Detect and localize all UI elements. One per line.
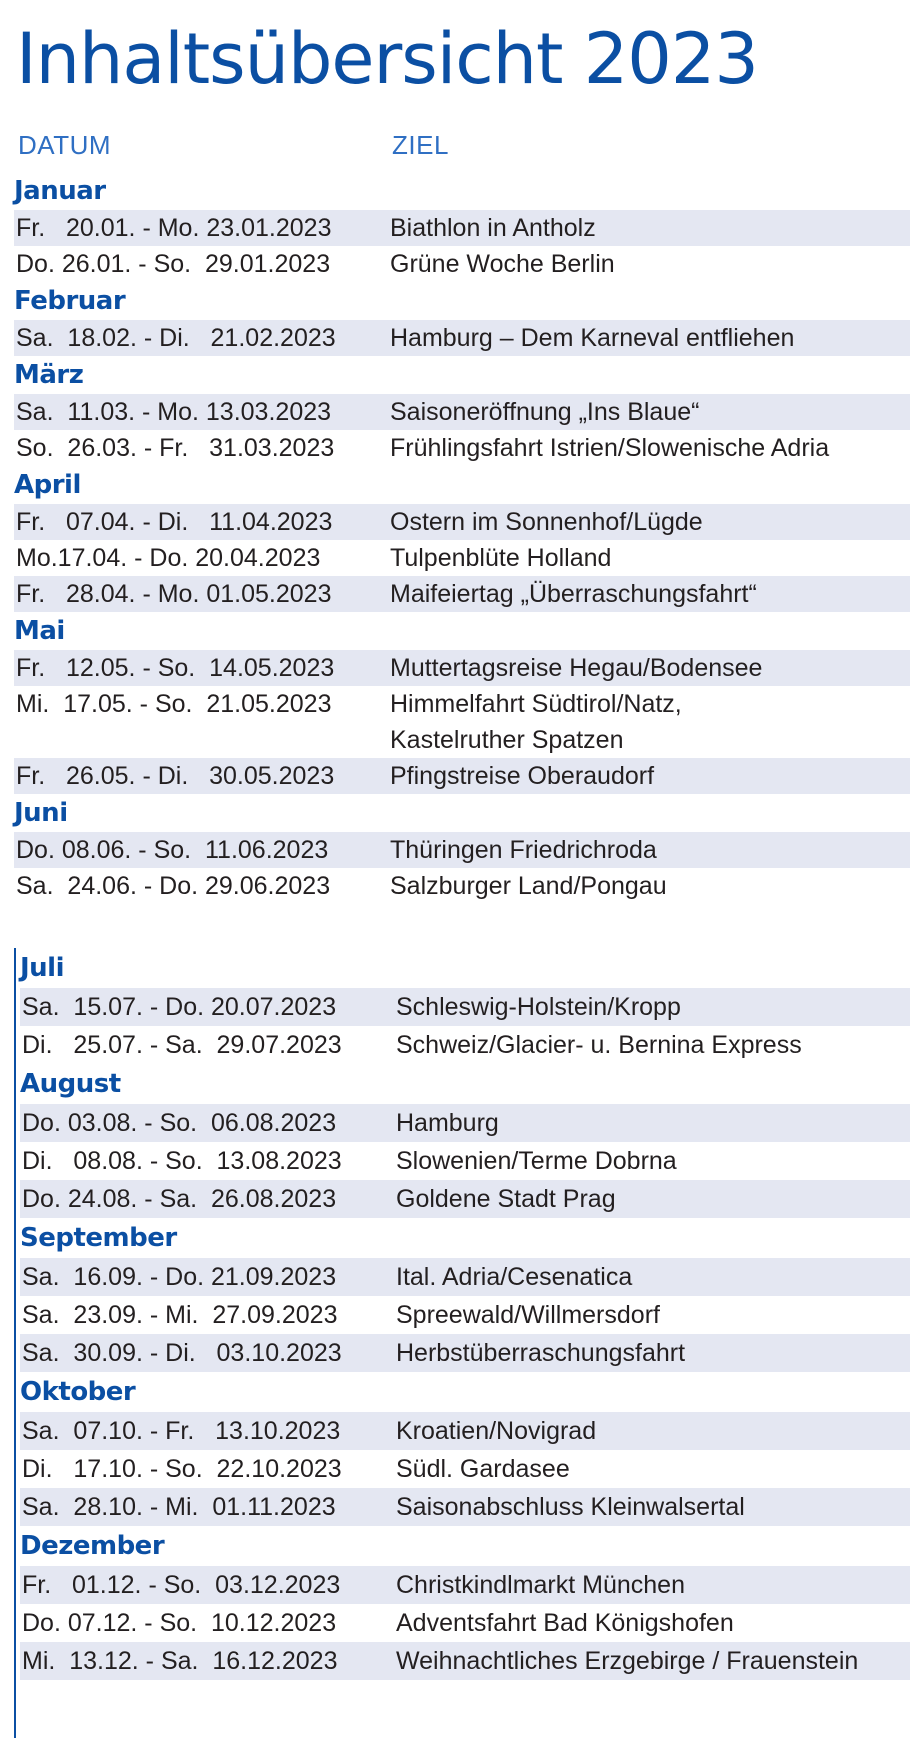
trip-destination: Ostern im Sonnenhof/Lügde [390,508,703,536]
trip-row [14,650,910,686]
trip-row [20,1450,910,1488]
trip-destination: Salzburger Land/Pongau [390,872,667,900]
trip-date: So. 26.03. - Fr. 31.03.2023 [16,434,335,462]
trip-destination: Christkindlmarkt München [396,1571,685,1599]
trip-destination: Adventsfahrt Bad Königshofen [396,1609,734,1637]
trip-date: Fr. 20.01. - Mo. 23.01.2023 [16,214,332,242]
trip-row [14,246,910,282]
month-heading: Dezember [20,1531,165,1561]
trip-date: Fr. 07.04. - Di. 11.04.2023 [16,508,333,536]
trip-row [20,1296,910,1334]
month-heading: August [20,1069,121,1099]
trip-destination: Herbstüberraschungsfahrt [396,1339,686,1367]
trip-destination: Frühlingsfahrt Istrien/Slowenische Adria [390,434,830,462]
trip-destination: Pfingstreise Oberaudorf [390,762,655,790]
month-heading: Februar [14,286,126,316]
trip-date: Do. 26.01. - So. 29.01.2023 [16,250,331,278]
month-section-7 [20,1064,910,1218]
trip-destination: Ital. Adria/Cesenatica [396,1263,633,1291]
trip-row [14,210,910,246]
trip-destination: Tulpenblüte Holland [390,544,612,572]
month-section-1 [14,282,910,356]
trip-row [20,988,910,1026]
column-header-destination: ZIEL [392,130,449,160]
trip-destination: Biathlon in Antholz [390,214,596,242]
trip-date: Di. 08.08. - So. 13.08.2023 [22,1147,342,1175]
schedule-second-half [20,948,910,1680]
trip-destination: Schweiz/Glacier- u. Bernina Express [396,1031,802,1059]
month-section-10 [20,1526,910,1680]
trip-row [20,1180,910,1218]
page-title: Inhaltsübersicht 2023 [16,18,758,100]
trip-row [20,1334,910,1372]
trip-destination: Maifeiertag „Überraschungsfahrt“ [390,580,757,608]
trip-date: Di. 25.07. - Sa. 29.07.2023 [22,1031,342,1059]
trip-destination: Schleswig-Holstein/Kropp [396,993,681,1021]
trip-row [14,430,910,466]
trip-row [14,576,910,612]
trip-row [20,1566,910,1604]
trip-row [20,1604,910,1642]
month-heading: Juni [14,798,68,828]
trip-date: Do. 08.06. - So. 11.06.2023 [16,836,329,864]
month-section-0 [14,172,910,282]
column-header-date: DATUM [18,130,112,160]
trip-date: Mi. 13.12. - Sa. 16.12.2023 [22,1647,338,1675]
trip-date: Sa. 23.09. - Mi. 27.09.2023 [22,1301,338,1329]
trip-row [14,394,910,430]
month-section-3 [14,466,910,612]
trip-date: Mi. 17.05. - So. 21.05.2023 [16,690,332,718]
trip-destination: Saisoneröffnung „Ins Blaue“ [390,398,700,426]
trip-date: Sa. 11.03. - Mo. 13.03.2023 [16,398,332,426]
trip-date: Sa. 16.09. - Do. 21.09.2023 [22,1263,337,1291]
month-heading: März [14,360,84,390]
trip-destination: Spreewald/Willmersdorf [396,1301,660,1329]
trip-row [20,1642,910,1680]
month-heading: September [20,1223,177,1253]
trip-row [20,1142,910,1180]
trip-destination: Südl. Gardasee [396,1455,570,1483]
month-heading: Oktober [20,1377,136,1407]
trip-row [20,1488,910,1526]
trip-date: Fr. 12.05. - So. 14.05.2023 [16,654,335,682]
trip-destination: Slowenien/Terme Dobrna [396,1147,677,1175]
trip-row [14,758,910,794]
trip-destination: Thüringen Friedrichroda [390,836,657,864]
trip-destination: Saisonabschluss Kleinwalsertal [396,1493,745,1521]
trip-date: Do. 24.08. - Sa. 26.08.2023 [22,1185,337,1213]
trip-date: Fr. 28.04. - Mo. 01.05.2023 [16,580,332,608]
month-heading: Januar [14,176,106,206]
trip-date: Sa. 15.07. - Do. 20.07.2023 [22,993,337,1021]
trip-row [20,1026,910,1064]
trip-date: Sa. 24.06. - Do. 29.06.2023 [16,872,331,900]
trip-date: Do. 07.12. - So. 10.12.2023 [22,1609,337,1637]
trip-date: Sa. 28.10. - Mi. 01.11.2023 [22,1493,336,1521]
trip-row [14,504,910,540]
trip-destination: Kroatien/Novigrad [396,1417,597,1445]
trip-date: Fr. 26.05. - Di. 30.05.2023 [16,762,335,790]
trip-destination: Hamburg [396,1109,499,1137]
trip-row [20,1258,910,1296]
trip-date: Sa. 30.09. - Di. 03.10.2023 [22,1339,342,1367]
divider-line [14,948,16,1738]
trip-date: Mo.17.04. - Do. 20.04.2023 [16,544,321,572]
month-heading: Juli [20,953,65,983]
month-heading: April [14,470,81,500]
trip-destination: Weihnachtliches Erzgebirge / Frauenstein [396,1647,859,1675]
month-section-5 [14,794,910,904]
trip-destination: Muttertagsreise Hegau/Bodensee [390,654,763,682]
month-section-8 [20,1218,910,1372]
trip-date: Do. 03.08. - So. 06.08.2023 [22,1109,337,1137]
trip-destination: Himmelfahrt Südtirol/Natz, Kastelruther Spatzen [390,690,682,754]
month-section-6 [20,948,910,1064]
month-section-4 [14,612,910,794]
month-heading: Mai [14,616,65,646]
trip-row [20,1412,910,1450]
schedule-first-half [14,172,910,904]
trip-date: Fr. 01.12. - So. 03.12.2023 [22,1571,341,1599]
trip-row [14,868,910,904]
trip-row [14,320,910,356]
trip-destination: Hamburg – Dem Karneval entfliehen [390,324,795,352]
month-section-9 [20,1372,910,1526]
trip-row [14,832,910,868]
trip-destination: Grüne Woche Berlin [390,250,615,278]
trip-date: Di. 17.10. - So. 22.10.2023 [22,1455,342,1483]
trip-destination: Goldene Stadt Prag [396,1185,616,1213]
trip-row [14,540,910,576]
month-section-2 [14,356,910,466]
trip-row [20,1104,910,1142]
trip-date: Sa. 18.02. - Di. 21.02.2023 [16,324,336,352]
trip-date: Sa. 07.10. - Fr. 13.10.2023 [22,1417,341,1445]
trip-row [14,686,910,758]
